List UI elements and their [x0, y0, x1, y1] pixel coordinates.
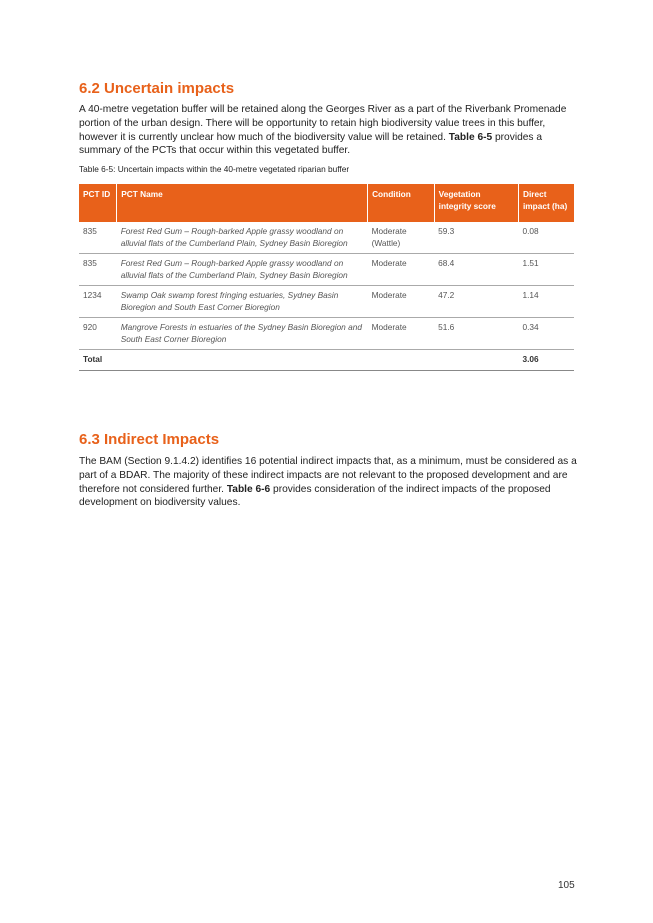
header-pct-id: PCT ID — [79, 184, 117, 222]
cell-impact: 1.51 — [518, 254, 574, 286]
header-pct-name: PCT Name — [117, 184, 368, 222]
cell-condition: Moderate — [368, 254, 435, 286]
cell-pct-name: Forest Red Gum – Rough-barked Apple grassy woodland on alluvial flats of the Cumberland Plain, Sydney Basin Bioregion — [117, 222, 368, 254]
cell-impact: 0.08 — [518, 222, 574, 254]
table-row — [79, 286, 574, 318]
cell-score: 47.2 — [434, 286, 518, 318]
cell-score: 51.6 — [434, 318, 518, 350]
section-heading-indirect-impacts: 6.3 Indirect Impacts — [79, 431, 220, 448]
table-row — [79, 318, 574, 350]
cell-pct-id: 835 — [79, 254, 117, 286]
cell-pct-name: Forest Red Gum – Rough-barked Apple grassy woodland on alluvial flats of the Cumberland Plain, Sydney Basin Bioregion — [117, 254, 368, 286]
total-value: 3.06 — [518, 350, 574, 371]
cell-pct-name: Mangrove Forests in estuaries of the Sydney Basin Bioregion and South East Corner Bioregion — [117, 318, 368, 350]
table-total-row — [79, 350, 574, 371]
uncertain-impacts-table — [79, 184, 574, 371]
cell-impact: 1.14 — [518, 286, 574, 318]
section-heading-uncertain-impacts: 6.2 Uncertain impacts — [79, 80, 235, 97]
cell-pct-id: 835 — [79, 222, 117, 254]
cell-pct-id: 1234 — [79, 286, 117, 318]
header-condition: Condition — [368, 184, 435, 222]
uncertain-impacts-paragraph — [79, 103, 579, 158]
indirect-impacts-paragraph — [79, 455, 579, 510]
total-label: Total — [79, 350, 117, 371]
cell-condition: Moderate (Wattle) — [368, 222, 435, 254]
empty-cell — [368, 350, 435, 371]
table-header-row — [79, 184, 574, 222]
paragraph-text: The BAM (Section 9.1.4.2) identifies 16 potential indirect impacts that, as a minimum, must be considered as a part of a BDAR. The majority of these indirect impacts are not relevant to the proposed development and are therefore not considered further. — [79, 456, 577, 495]
table-caption: Table 6-5: Uncertain impacts within the 40-metre vegetated riparian buffer — [79, 164, 350, 174]
cell-score: 68.4 — [434, 254, 518, 286]
paragraph-text: provides consideration of the indirect impacts of the proposed development on biodiversity values. — [79, 483, 551, 509]
empty-cell — [117, 350, 368, 371]
paragraph-text: A 40-metre vegetation buffer will be retained along the Georges River as a part of the Riverbank Promenade portion of the urban design. There will be opportunity to retain high biodiversity value trees in this buffer, however it is currently unclear how much of the biodiversity value will be retained. — [79, 104, 567, 143]
header-vegetation-integrity-score: Vegetation integrity score — [434, 184, 518, 222]
empty-cell — [434, 350, 518, 371]
cell-score: 59.3 — [434, 222, 518, 254]
page-number: 105 — [558, 880, 575, 891]
cell-condition: Moderate — [368, 318, 435, 350]
table-row — [79, 254, 574, 286]
table-reference: Table 6-6 — [226, 483, 271, 495]
paragraph-text: provides a summary of the PCTs that occur within this vegetated buffer. — [79, 131, 543, 157]
cell-impact: 0.34 — [518, 318, 574, 350]
table-reference: Table 6-5 — [448, 131, 493, 143]
header-direct-impact: Direct impact (ha) — [518, 184, 574, 222]
cell-pct-id: 920 — [79, 318, 117, 350]
cell-condition: Moderate — [368, 286, 435, 318]
table-row — [79, 222, 574, 254]
cell-pct-name: Swamp Oak swamp forest fringing estuaries, Sydney Basin Bioregion and South East Corner Bioregion — [117, 286, 368, 318]
